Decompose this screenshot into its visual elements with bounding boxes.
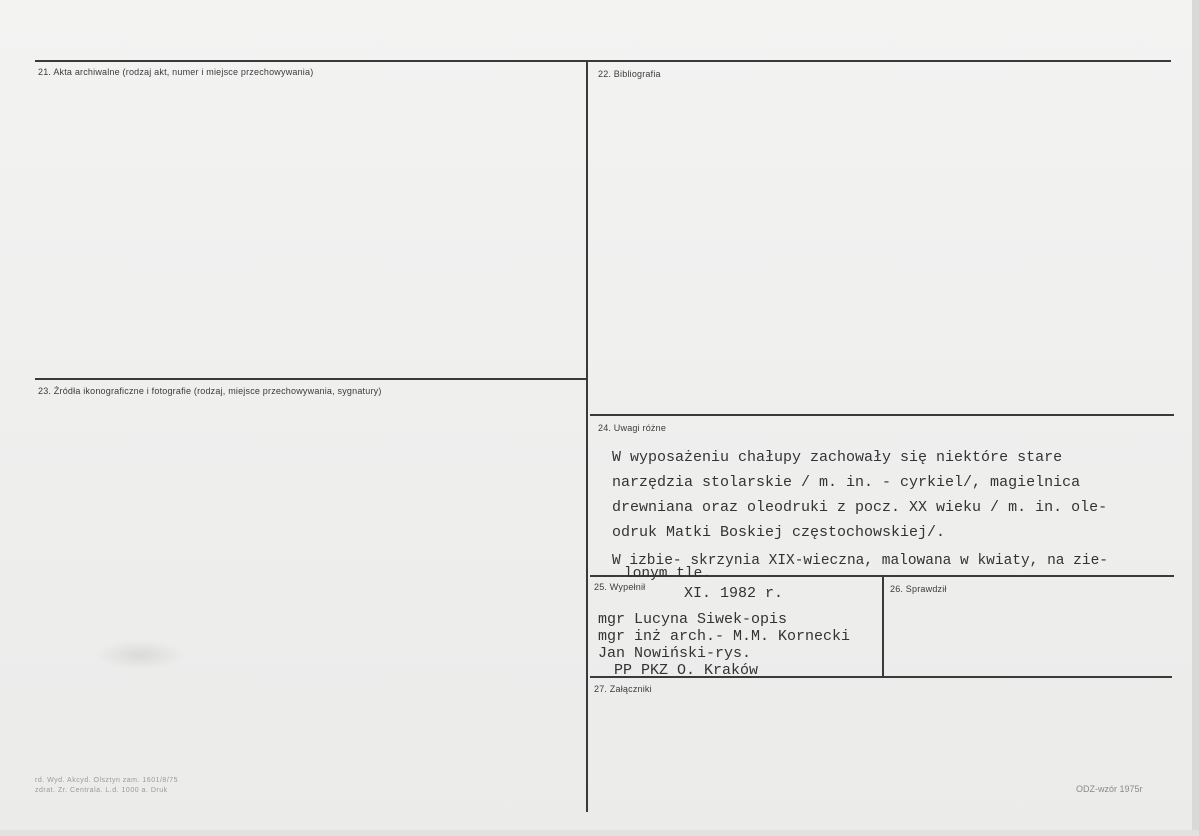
form-identifier: ODZ-wzór 1975r [1076,784,1143,794]
card-edge-right [1192,0,1199,836]
card-edge-bottom [0,830,1199,836]
center-divider-line [586,60,588,812]
remarks-line-1: W wyposażeniu chałupy zachowały się niektóre stare [612,449,1063,466]
divider-25-26 [882,575,884,676]
field-22-label: 22. Bibliografia [598,69,661,79]
filled-line-2: mgr inż arch.- M.M. Kornecki [598,628,851,645]
remarks-line-4: odruk Matki Boskiej częstochowskiej/. [612,524,946,541]
filled-line-3: Jan Nowiński-rys. [598,645,752,662]
remarks-line-3: drewniana oraz oleodruki z pocz. XX wieku / m. in. ole- [612,499,1108,516]
remarks-line-6: lonym tle. [624,566,712,582]
filled-date: XI. 1982 r. [684,585,784,602]
top-border-line [35,60,1171,62]
divider-21-23 [35,378,586,380]
filled-line-1: mgr Lucyna Siwek-opis [598,611,788,628]
field-21-label: 21. Akta archiwalne (rodzaj akt, numer i miejsce przechowywania) [38,67,314,77]
paper-smudge [95,640,185,670]
field-27-label: 27. Załączniki [594,684,652,694]
field-26-label: 26. Sprawdził [890,584,947,594]
field-23-label: 23. Źródła ikonograficzne i fotografie (rodzaj, miejsce przechowywania, sygnatury) [38,386,382,396]
field-24-label: 24. Uwagi różne [598,423,667,433]
print-info-line-2: zdrat. Zr. Centrala. L.d. 1000 a. Druk [35,787,168,794]
filled-line-4: PP PKZ O. Kraków [614,662,759,679]
remarks-line-2: narzędzia stolarskie / m. in. - cyrkiel/, magielnica [612,474,1081,491]
print-info-line-1: rd. Wyd. Akcyd. Olsztyn zam. 1601/8/75 [35,777,179,784]
divider-22-24 [590,414,1174,416]
remarks-line-5: W izbie- skrzynia XIX-wieczna, malowana w kwiaty, na zie- [612,553,1108,569]
field-25-label: 25. Wypełnił [594,582,646,592]
